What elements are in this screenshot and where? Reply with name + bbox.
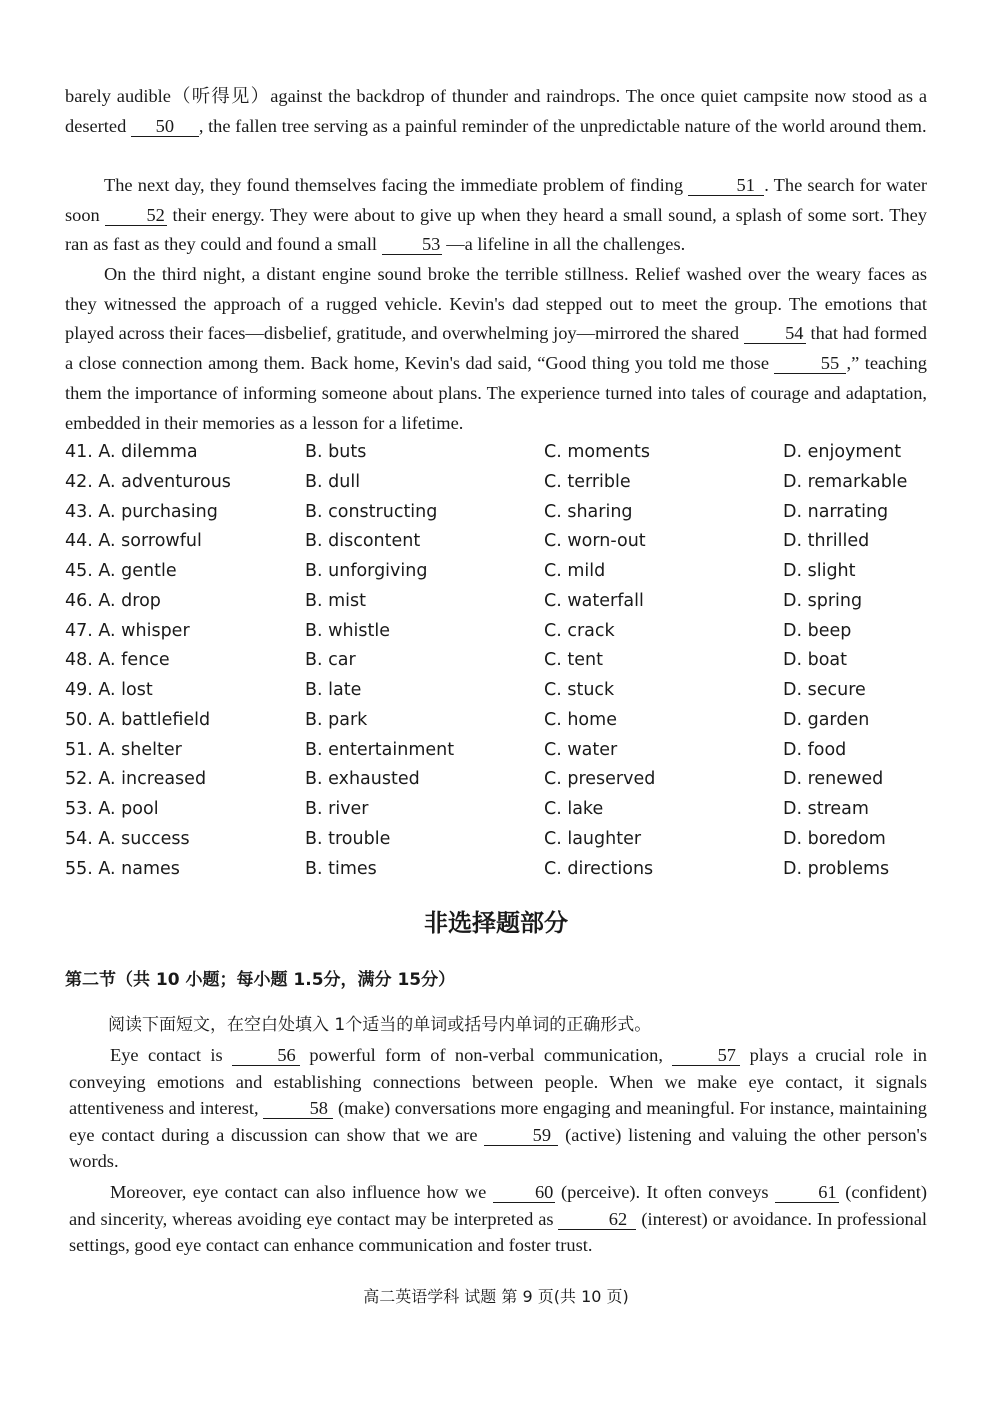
option-d: D. garden <box>783 709 870 730</box>
option-b: B. exhausted <box>305 769 420 790</box>
option-d: D. beep <box>783 620 852 641</box>
passage-text: , the fallen tree serving as a painful reminder of the unpredictable nature of the world around them. <box>198 115 927 136</box>
option-b: B. constructing <box>305 501 438 522</box>
option-a: 50. A. battlefield <box>65 709 211 730</box>
blank-61: 61 <box>775 1182 839 1203</box>
option-c: C. crack <box>544 620 615 641</box>
option-d: D. boredom <box>783 828 886 849</box>
option-a: 48. A. fence <box>65 650 170 671</box>
passage-text: that had formed a close connection among them. Back home, Kevin's dad said, “Good thing you told me those <box>65 323 928 374</box>
passage-text: (perceive). It often conveys <box>554 1182 775 1202</box>
option-d: D. enjoyment <box>783 442 902 462</box>
option-c: C. tent <box>544 650 603 671</box>
section-heading: 第二节（共 10 小题；每小题 1.5分，满分 15分） <box>65 970 456 990</box>
option-d: D. spring <box>783 590 863 611</box>
option-a: 49. A. lost <box>65 680 153 700</box>
option-c: C. laughter <box>544 828 642 849</box>
option-d: D. food <box>783 739 847 760</box>
option-b: B. dull <box>305 471 361 492</box>
option-row <box>65 468 935 498</box>
passage-paragraph-1 <box>65 82 927 141</box>
passage-text: barely audible（听得见）against the backdrop of thunder and raindrops. The once quiet campsite now stood as a deserted <box>65 86 927 136</box>
option-a: 41. A. dilemma <box>65 442 198 462</box>
blank-57: 57 <box>672 1045 740 1066</box>
answer-options-list <box>65 438 935 884</box>
blank-56: 56 <box>232 1045 300 1066</box>
passage-text: . The search for water soon <box>65 175 927 225</box>
blank-53: 53 <box>382 234 442 255</box>
option-a: 52. A. increased <box>65 769 207 790</box>
option-row <box>65 557 935 587</box>
option-c: C. water <box>544 739 618 760</box>
option-c: C. lake <box>544 799 604 819</box>
option-d: D. problems <box>783 858 890 879</box>
passage-text: ,” teaching them the importance of informing someone about plans. The experience turned into tales of courage and adaptation, embedded in their memories as a lesson for a lifetime. <box>65 353 928 433</box>
passage-text: —a lifeline in all the challenges. <box>441 234 686 255</box>
option-a: 46. A. drop <box>65 590 161 611</box>
option-b: B. trouble <box>305 828 391 849</box>
option-d: D. thrilled <box>783 531 870 552</box>
option-a: 51. A. shelter <box>65 739 182 760</box>
option-row <box>65 855 935 885</box>
option-row <box>65 676 935 706</box>
option-b: B. river <box>305 799 369 819</box>
blank-52: 52 <box>105 205 167 226</box>
passage-text: On the third night, a distant engine sound broke the terrible stillness. Relief washed over the weary faces as they witnessed the approach of a rugged vehicle. Kevin's dad stepped out to meet the group. The emotions that played across their faces—disbelief, gratitude, and overwhelming joy—mirrored the shared <box>65 264 927 344</box>
option-b: B. entertainment <box>305 739 455 760</box>
blank-60: 60 <box>493 1182 555 1203</box>
option-a: 45. A. gentle <box>65 561 177 581</box>
passage2-paragraph-2 <box>69 1179 927 1259</box>
option-b: B. park <box>305 709 368 730</box>
option-c: C. terrible <box>544 471 631 492</box>
option-a: 47. A. whisper <box>65 620 190 641</box>
option-a: 43. A. purchasing <box>65 501 218 522</box>
passage-text: The next day, they found themselves facing the immediate problem of finding <box>104 175 689 195</box>
option-b: B. whistle <box>305 620 391 641</box>
passage-text: (make) conversations more engaging and meaningful. For instance, maintaining eye contact during a discussion can show that we are <box>69 1098 927 1145</box>
option-c: C. directions <box>544 858 654 879</box>
passage-text: (interest) or avoidance. In professional settings, good eye contact can enhance communication and foster trust. <box>69 1208 927 1256</box>
option-row <box>65 765 935 795</box>
option-d: D. renewed <box>783 769 884 790</box>
passage2-paragraph-1 <box>69 1042 927 1175</box>
passage-text: (confident) and sincerity, whereas avoiding eye contact may be interpreted as <box>69 1182 928 1229</box>
option-row <box>65 825 935 855</box>
option-b: B. times <box>305 858 377 879</box>
option-row <box>65 646 935 676</box>
passage-text: plays a crucial role in conveying emotions and establishing connections between people. When we make eye contact, it signals attentiveness and interest, <box>69 1045 927 1119</box>
option-c: C. worn-out <box>544 531 646 552</box>
option-c: C. moments <box>544 442 650 462</box>
option-b: B. mist <box>305 590 367 611</box>
option-c: C. preserved <box>544 769 656 790</box>
option-row <box>65 617 935 647</box>
option-row <box>65 587 935 617</box>
option-d: D. remarkable <box>783 471 908 492</box>
option-row <box>65 736 935 766</box>
blank-59: 59 <box>484 1125 558 1146</box>
option-b: B. car <box>305 650 356 671</box>
option-row <box>65 795 935 825</box>
option-d: D. boat <box>783 650 848 671</box>
option-c: C. mild <box>544 561 606 581</box>
passage-paragraph-2 <box>65 171 927 260</box>
passage-text: (active) listening and valuing the other person's words. <box>69 1124 927 1172</box>
option-d: D. narrating <box>783 501 889 522</box>
option-b: B. unforgiving <box>305 561 428 581</box>
instructions: 阅读下面短文，在空白处填入 1个适当的单词或括号内单词的正确形式。 <box>108 1015 652 1035</box>
option-c: C. stuck <box>544 680 615 700</box>
passage-text: Eye contact is <box>110 1045 233 1065</box>
blank-62: 62 <box>558 1209 636 1230</box>
option-a: 44. A. sorrowful <box>65 531 202 552</box>
option-a: 42. A. adventurous <box>65 471 231 492</box>
passage-text: their energy. They were about to give up when they heard a small sound, a splash of some sort. They ran as fast as they could and found a small <box>65 204 927 255</box>
option-b: B. discontent <box>305 531 421 552</box>
option-row <box>65 527 935 557</box>
blank-55: 55 <box>774 353 846 374</box>
blank-54: 54 <box>744 323 806 344</box>
option-d: D. slight <box>783 561 856 581</box>
option-row <box>65 706 935 736</box>
option-a: 54. A. success <box>65 828 190 849</box>
option-a: 55. A. names <box>65 858 180 879</box>
option-row <box>65 438 935 468</box>
section-title: 非选择题部分 <box>424 909 568 937</box>
option-c: C. sharing <box>544 501 633 522</box>
page-footer: 高二英语学科 试题 第 9 页(共 10 页) <box>363 1287 629 1306</box>
blank-58: 58 <box>263 1098 333 1119</box>
option-c: C. waterfall <box>544 590 644 611</box>
passage-text: powerful form of non-verbal communication, <box>300 1045 673 1065</box>
passage-text: Moreover, eye contact can also influence how we <box>110 1182 493 1202</box>
blank-51: 51 <box>688 175 764 196</box>
blank-50: 50 <box>131 116 199 137</box>
option-row <box>65 498 935 528</box>
option-d: D. secure <box>783 680 866 700</box>
option-d: D. stream <box>783 799 869 819</box>
option-b: B. buts <box>305 442 367 462</box>
passage-paragraph-3 <box>65 260 927 438</box>
option-c: C. home <box>544 709 617 730</box>
option-b: B. late <box>305 680 362 700</box>
option-a: 53. A. pool <box>65 799 159 819</box>
